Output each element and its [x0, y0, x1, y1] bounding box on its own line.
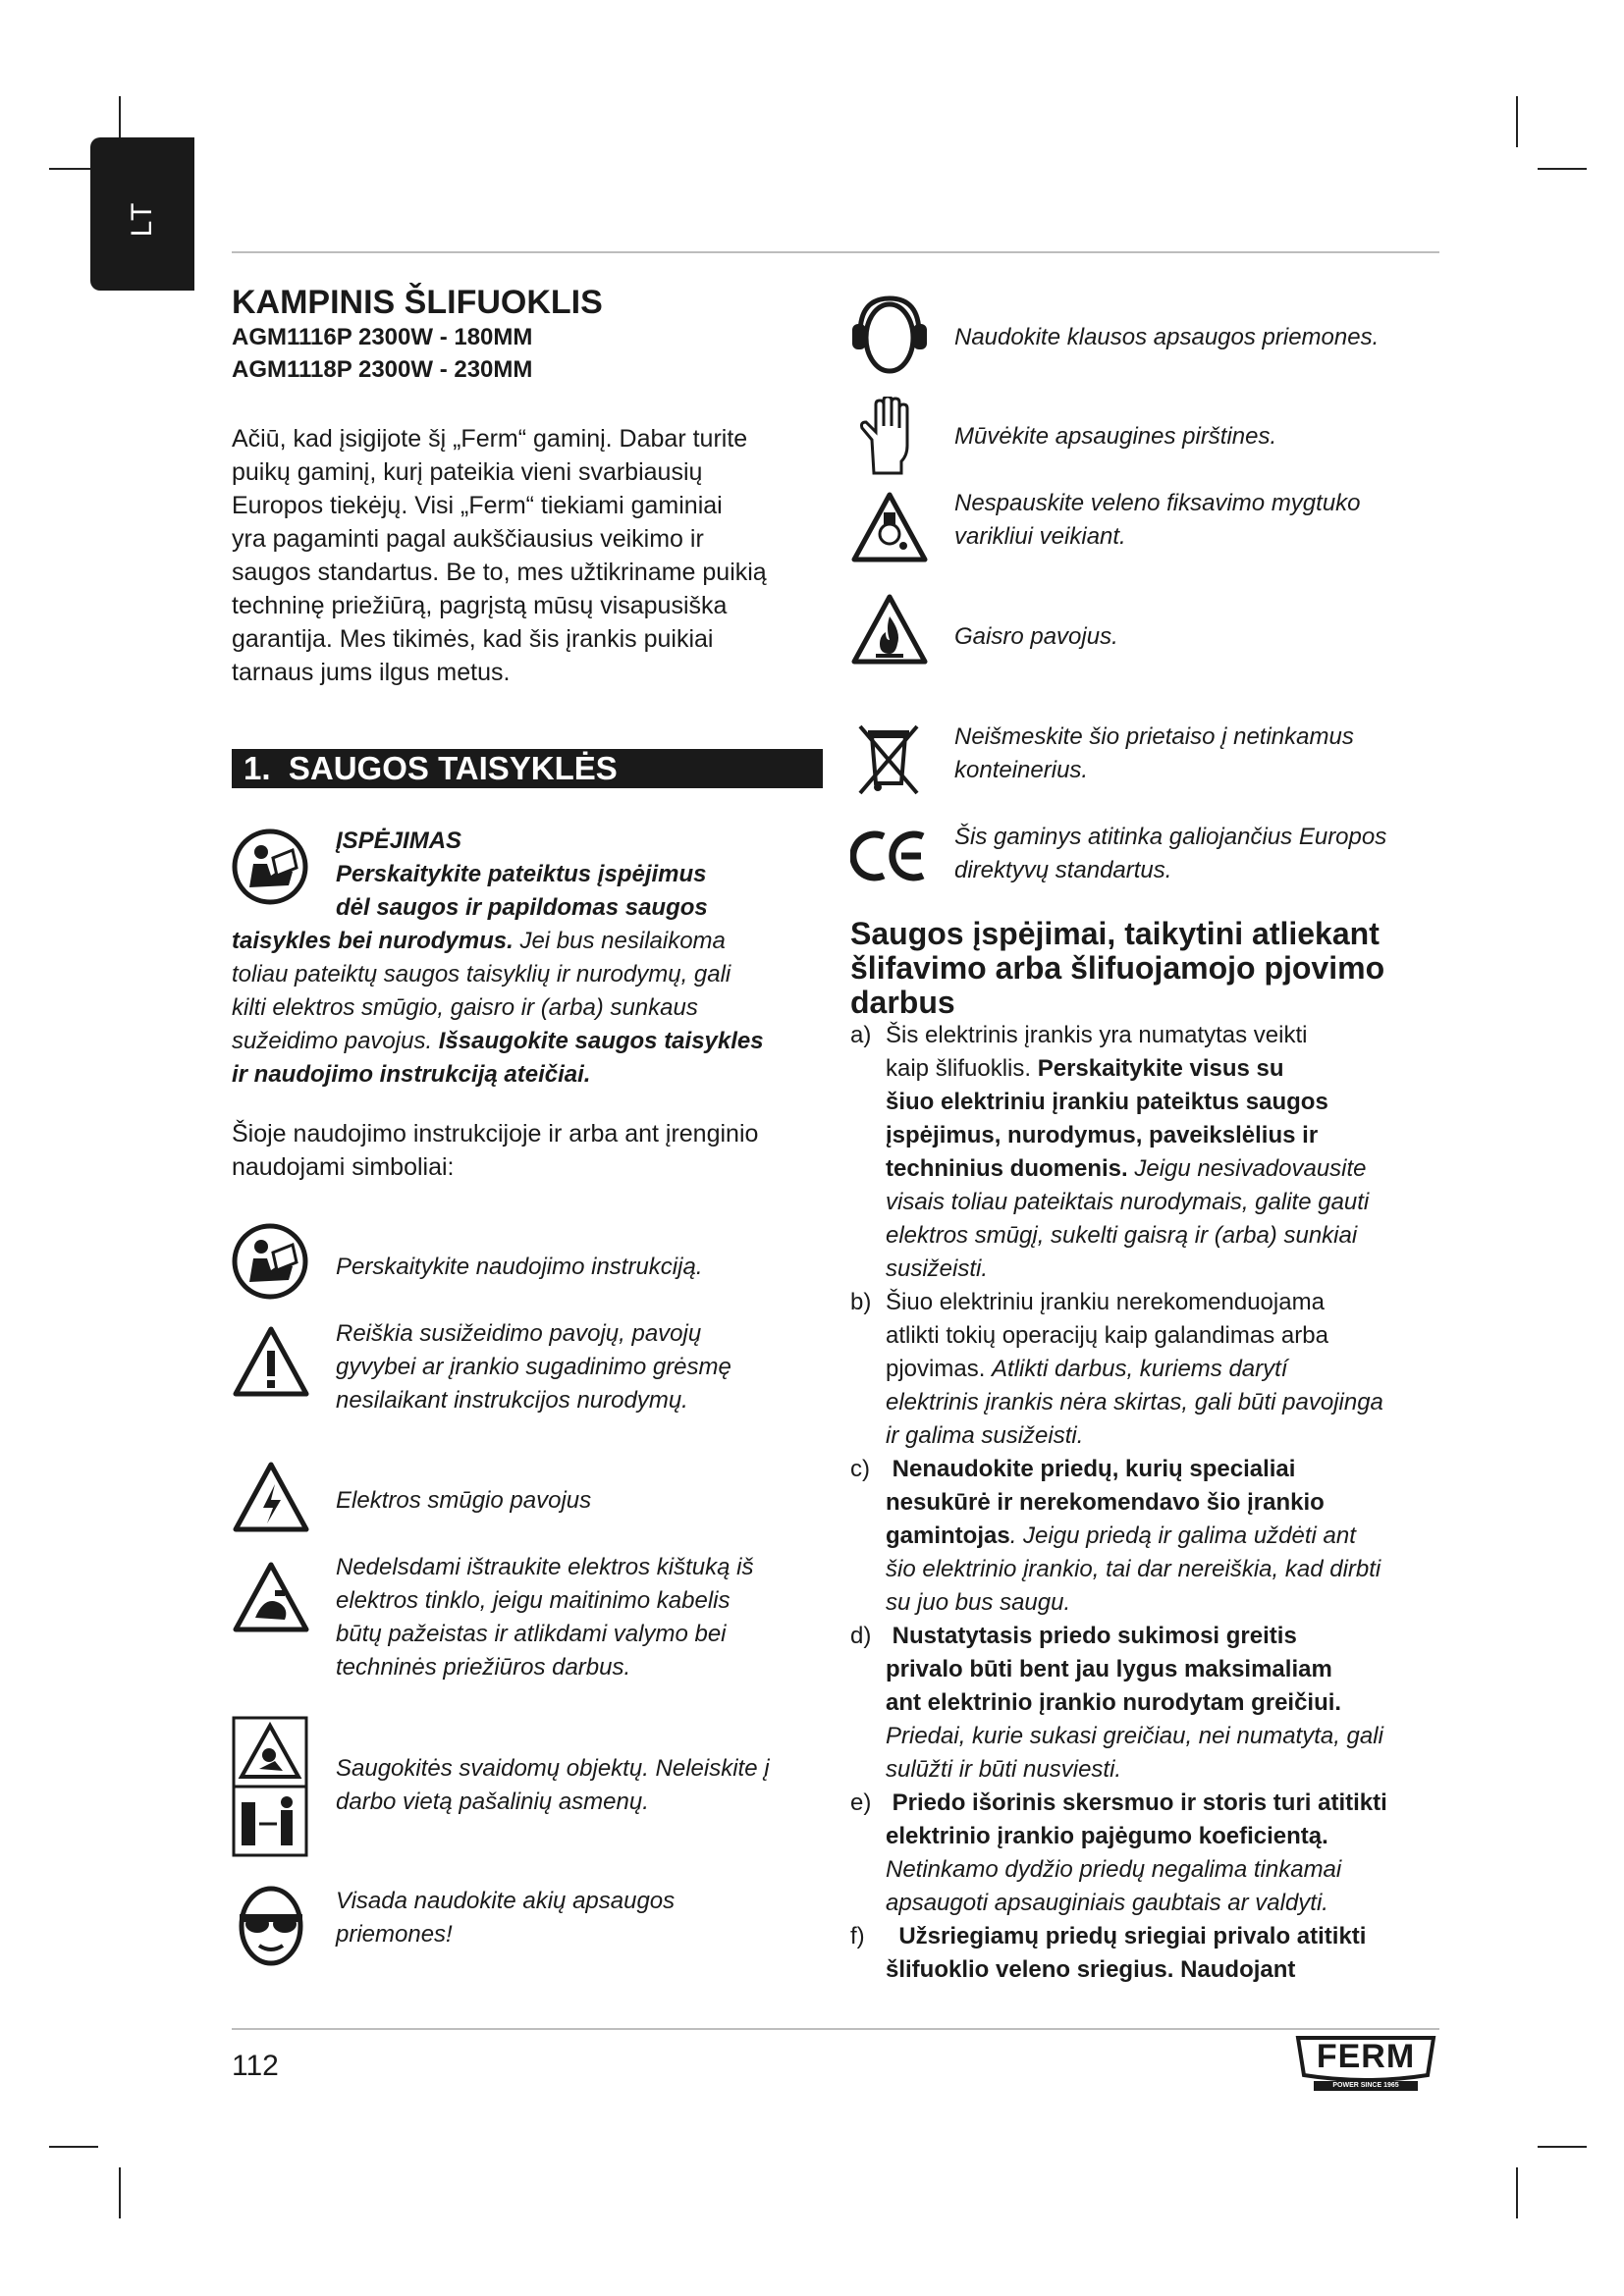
list-line: Nenaudokite priedų, kurių specialiai — [886, 1456, 1296, 1482]
list-line: Šis elektrinis įrankis yra numatytas veikti — [886, 1022, 1308, 1048]
warning-icon — [232, 1325, 310, 1398]
list-line: su juo bus saugu. — [886, 1589, 1071, 1616]
crop-mark — [1538, 2146, 1587, 2148]
symbols-intro-line: Šioje naudojimo instrukcijoje ir arba ant įrenginio — [232, 1120, 759, 1148]
symbol-text-warning: Reiškia susižeidimo pavojų, pavojų gyvybei ar įrankio sugadinimo grėsmę nesilaikant instrukcijos nurodymų. — [336, 1320, 731, 1414]
symbol-text-gloves: Mūvėkite apsaugines pirštines. — [954, 423, 1277, 450]
warning-line: toliau pateiktų saugos taisyklių ir nurodymų, gali — [232, 961, 731, 988]
symbol-text-flying-objects: Saugokitės svaidomų objektų. Neleiskite į darbo vietą pašalinių asmenų. — [336, 1755, 770, 1815]
list-line: visais toliau pateiktais nurodymais, galite gauti — [886, 1189, 1370, 1215]
list-line: pjovimas. Atlikti darbus, kuriems darytí — [886, 1356, 1288, 1382]
crop-mark — [1538, 168, 1587, 170]
list-line: Šiuo elektriniu įrankiu nerekomenduojama — [886, 1289, 1325, 1315]
list-body — [886, 1286, 1383, 1453]
list-line: elektros smūgį, sukelti gaisrą ir (arba) sunkiai — [886, 1222, 1358, 1249]
list-label: e) — [850, 1789, 872, 1816]
warning-line: dėl saugos ir papildomas saugos — [336, 894, 708, 921]
intro-line: techninę priežiūrą, pagrįstą mūsų visapusiška — [232, 592, 728, 619]
list-body — [886, 1620, 1383, 1787]
list-line: Priedai, kurie sukasi greičiau, nei numatyta, gali — [886, 1723, 1383, 1749]
ferm-logo-text: FERM — [1316, 2038, 1416, 2075]
warning-line: ir naudojimo instrukciją ateičiai. — [232, 1061, 591, 1088]
crop-mark — [49, 2146, 98, 2148]
symbol-text-ear-protection: Naudokite klausos apsaugos priemones. — [954, 324, 1380, 350]
read-manual-icon — [232, 1223, 308, 1300]
list-label: f) — [850, 1923, 865, 1949]
list-line: privalo būti bent jau lygus maksimaliam — [886, 1656, 1332, 1682]
warning-heading: ĮSPĖJIMAS — [336, 828, 462, 854]
symbol-text-unplug: Nedelsdami ištraukite elektros kištuką iš elektros tinklo, jeigu maitinimo kabelis būtų pažeistas ir atlikdami valymo bei techninės priežiūros darbus. — [336, 1554, 754, 1681]
symbol-text-eye-protection: Visada naudokite akių apsaugos priemones! — [336, 1888, 676, 1948]
ce-mark-icon — [850, 828, 929, 883]
ferm-logo — [1294, 2034, 1437, 2095]
model-line-1: AGM1116P 2300W - 180MM — [232, 324, 533, 350]
list-line: Priedo išorinis skersmuo ir storis turi atitikti — [886, 1789, 1387, 1816]
weee-bin-icon — [856, 722, 921, 795]
list-line: elektrinio įrankio pajėgumo koeficientą. — [886, 1823, 1328, 1849]
page-title: KAMPINIS ŠLIFUOKLIS — [232, 284, 603, 321]
list-line: šlifuoklio veleno sriegius. Naudojant — [886, 1956, 1296, 1983]
symbol-text-fire-hazard: Gaisro pavojus. — [954, 623, 1118, 650]
intro-line: saugos standartus. Be to, mes užtikriname puikią — [232, 559, 767, 586]
symbols-intro — [232, 1117, 821, 1184]
list-line: Užsriegiamų priedų sriegiai privalo atitikti — [886, 1923, 1367, 1949]
list-label: d) — [850, 1623, 872, 1649]
flying-objects-icon — [232, 1716, 308, 1857]
list-body — [886, 1453, 1380, 1620]
ear-protection-icon — [850, 294, 929, 377]
language-tab — [90, 137, 194, 291]
list-line: ant elektrinio įrankio nurodytam greičiui. — [886, 1689, 1342, 1716]
list-line: ir galima susižeisti. — [886, 1422, 1084, 1449]
list-label: a) — [850, 1022, 872, 1048]
list-line: šiuo elektriniu įrankiu pateiktus saugos — [886, 1089, 1328, 1115]
page-number: 112 — [232, 2050, 279, 2082]
list-line: kaip šlifuoklis. Perskaitykite visus su — [886, 1055, 1284, 1082]
eye-protection-icon — [232, 1885, 310, 1969]
list-label: c) — [850, 1456, 870, 1482]
list-line: apsaugoti apsauginiais gaubtais ar valdyti. — [886, 1890, 1328, 1916]
warning-line: sužeidimo pavojus. Išsaugokite saugos taisykles — [232, 1028, 764, 1054]
warning-line: kilti elektros smūgio, gaisro ir (arba) sunkaus — [232, 994, 698, 1021]
symbol-text-weee-bin: Neišmeskite šio prietaiso į netinkamus konteinerius. — [954, 723, 1354, 783]
list-label: b) — [850, 1289, 872, 1315]
section-number: 1. — [244, 750, 271, 786]
warning-block — [232, 825, 831, 1092]
intro-line: tarnaus jums ilgus metus. — [232, 659, 511, 686]
language-tab-label: LT — [126, 200, 158, 238]
electric-shock-icon — [232, 1461, 310, 1533]
list-body — [886, 1920, 1366, 1987]
list-line: techninius duomenis. Jeigu nesivadovausite — [886, 1155, 1367, 1182]
unplug-icon — [232, 1561, 310, 1633]
grinding-safety-heading: Saugos įspėjimai, taikytini atliekant šlifavimo arba šlifuojamojo pjovimo darbus — [850, 916, 1385, 1020]
crop-mark — [1516, 96, 1518, 147]
intro-line: garantija. Mes tikimės, kad šis įrankis puikiai — [232, 625, 714, 653]
footer-rule — [232, 2028, 1439, 2030]
list-line: atlikti tokių operacijų kaip galandimas arba — [886, 1322, 1328, 1349]
section-heading — [232, 749, 823, 788]
warning-line: Perskaitykite pateiktus įspėjimus — [336, 861, 707, 887]
intro-line: Europos tiekėjų. Visi „Ferm“ tiekiami gaminiai — [232, 492, 723, 519]
intro-paragraph — [232, 422, 821, 689]
list-line: Nustatytasis priedo sukimosi greitis — [886, 1623, 1297, 1649]
intro-line: Ačiū, kad įsigijote šį „Ferm“ gaminį. Dabar turite — [232, 425, 748, 453]
symbol-text-spindle-lock: Nespauskite veleno fiksavimo mygtuko varikliui veikiant. — [954, 490, 1361, 550]
gloves-icon — [856, 397, 921, 475]
list-line: Netinkamo dydžio priedų negalima tinkamai — [886, 1856, 1342, 1883]
section-title: SAUGOS TAISYKLĖS — [288, 750, 618, 786]
symbol-text-read-manual: Perskaitykite naudojimo instrukciją. — [336, 1254, 703, 1280]
crop-mark — [119, 2167, 121, 2218]
warning-line: taisykles bei nurodymus. Jei bus nesilaikoma — [232, 928, 726, 954]
list-line: elektrinis įrankis nėra skirtas, gali būti pavojinga — [886, 1389, 1383, 1415]
crop-mark — [1516, 2167, 1518, 2218]
ferm-logo-tagline: POWER SINCE 1965 — [1332, 2082, 1399, 2089]
list-body — [886, 1019, 1369, 1286]
list-line: įspėjimus, nurodymus, paveikslėlius ir — [886, 1122, 1319, 1148]
spindle-lock-warning-icon — [850, 491, 929, 563]
list-body — [886, 1787, 1387, 1920]
fire-hazard-icon — [850, 593, 929, 666]
symbols-intro-line: naudojami simboliai: — [232, 1153, 455, 1181]
symbol-text-ce-mark: Šis gaminys atitinka galiojančius Europos direktyvų standartus. — [954, 824, 1387, 883]
intro-line: puikų gaminį, kurį pateikia vieni svarbiausių — [232, 458, 703, 486]
list-line: šio elektrinio įrankio, tai dar nereiškia, kad dirbti — [886, 1556, 1381, 1582]
intro-line: yra pagaminti pagal aukščiausius veikimo ir — [232, 525, 704, 553]
model-line-2: AGM1118P 2300W - 230MM — [232, 356, 533, 383]
list-line: sulūžti ir būti nusviesti. — [886, 1756, 1122, 1783]
list-line: susižeisti. — [886, 1255, 989, 1282]
symbol-text-electric-shock: Elektros smūgio pavojus — [336, 1487, 592, 1514]
list-line: gamintojas. Jeigu priedą ir galima uždėti ant — [886, 1522, 1356, 1549]
header-rule — [232, 251, 1439, 253]
list-line: nesukūrė ir nerekomendavo šio įrankio — [886, 1489, 1325, 1516]
